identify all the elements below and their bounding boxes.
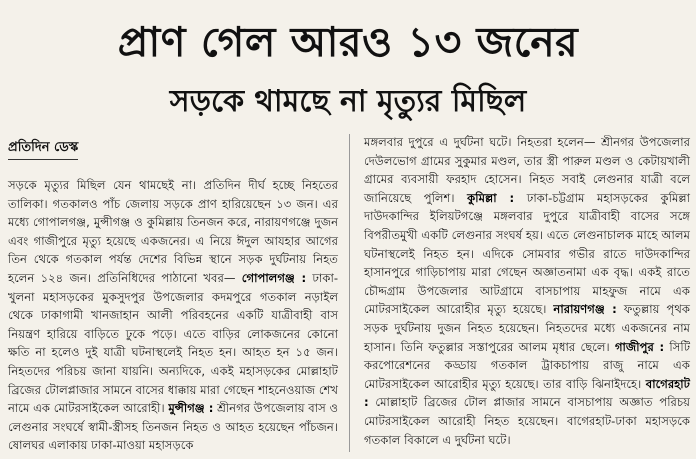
- headline: প্রাণ গেল আরও ১৩ জনের: [117, 18, 579, 66]
- column-divider: [349, 134, 350, 452]
- article-column-1: [8, 176, 338, 455]
- place-lead: কুমিল্লা :: [467, 190, 515, 205]
- subheadline: সড়কে থামছে না মৃত্যুর মিছিল: [169, 84, 527, 119]
- paragraph-text: ফতুল্লায় পৃথক সড়ক দুর্ঘটনায় দুজন নিহত হয়েছেন। নিহতদের মধ্যে একজনের নাম হাসান। তিনি ফতুল্লার সস্তাপুরের আলম মৃধার ছেলে।: [364, 302, 690, 354]
- paragraph-text: ঢাকা-চট্টগ্রাম মহাসড়কের কুমিল্লা দাউদকান্দির ইলিয়টগঞ্জে মঙ্গলবার দুপুরে যাত্রীবাহী বাসের সঙ্গে বিপরীতমুখী একটি লেগুনার সংঘর্ষ হয়। এতে লেগুনাচালক মাহে আলম ঘটনাস্থলেই নিহত হন। এদিকে সোমবার গভীর রাতে দাউদকান্দির হাসানপুরে গাড়িচাপায় মারা গেছেন অজ্ঞাতনামা এক বৃদ্ধ। একই রাতে চৌদ্দগ্রাম উপজেলার আটগ্রামে বাসচাপায় মাহফুজ নামে এক মোটরসাইকেল আরোহীর মৃত্যু হয়েছে।: [364, 190, 690, 317]
- place-lead: মুন্সীগঞ্জ :: [168, 401, 214, 416]
- article-column-2: [364, 133, 690, 449]
- paragraph-text: শ্রীনগর উপজেলায় বাস ও লেগুনার সংঘর্ষে স্বামী-স্ত্রীসহ তিনজন নিহত ও আহত হয়েছেন পাঁচজন। ষোলঘর এলাকায় ঢাকা-মাওয়া মহাসড়কে: [8, 401, 338, 453]
- paragraph: [8, 176, 338, 455]
- place-lead: গোপালগঞ্জ :: [241, 270, 307, 285]
- paragraph-text: ঢাকা-খুলনা মহাসড়কের মুকসুদপুর উপজেলার কদমপুরে গতকাল নড়াইল থেকে ঢাকাগামী খানজাহান আলী পরিবহনের একটি যাত্রীবাহী বাস নিয়ন্ত্রণ হারিয়ে বাড়িতে ঢুকে পড়ে। এতে বাড়ির লোকজনের কোনো ক্ষতি না হলেও দুই যাত্রী ঘটনাস্থলেই নিহত হন। আহত হন ১৫ জন। নিহতদের পরিচয় জানা যায়নি। অন্যদিকে, একই মহাসড়কের মোল্লাহাট ব্রিজের টোলপ্লাজার সামনে বাসের ধাক্কায় মারা গেছেন শাহনেওয়াজ শেখ নামে এক মোটরসাইকেল আরোহী।: [8, 270, 339, 416]
- paragraph-text: মঙ্গলবার দুপুরে এ দুর্ঘটনা ঘটে। নিহতরা হলেন— শ্রীনগর উপজেলার দেউলভোগ গ্রামের সুকুমার মণ্ডল, তার স্ত্রী পারুল মণ্ডল ও কেটায়খালী গ্রামের ব্যবসায়ী ফরহাদ হোসেন। নিহত সবাই লেগুনার যাত্রী বলে জানিয়েছে পুলিশ।: [364, 135, 690, 205]
- place-lead: গাজীপুর :: [614, 339, 665, 354]
- byline: প্রতিদিন ডেস্ক: [8, 140, 78, 160]
- paragraph: [364, 133, 690, 449]
- place-lead: নারায়ণগঞ্জ :: [553, 302, 617, 317]
- paragraph-text: মোল্লাহাট ব্রিজের টোল প্লাজার সামনে বাসচাপায় অজ্ঞাত পরিচয় মোটরসাইকেল আরোহী নিহত হয়েছেন। বাগেরহাট-ঢাকা মহাসড়কে গতকাল বিকালে এ দুর্ঘটনা ঘটে।: [364, 395, 690, 447]
- place-lead: বাগেরহাট :: [364, 376, 690, 410]
- paragraph-text: সড়কে মৃত্যুর মিছিল যেন থামছেই না। প্রতিদিন দীর্ঘ হচ্ছে নিহতের তালিকা। গতকালও পাঁচ জেলায় সড়কে প্রাণ হারিয়েছেন ১৩ জন। এর মধ্যে গোপালগঞ্জ, মুন্সীগঞ্জ ও কুমিল্লায় তিনজন করে, নারায়ণগঞ্জে দুজন এবং গাজীপুরে মৃত্যু হয়েছে একজনের। এ নিয়ে ঈদুল আযহার আগের তিন থেকে গতকাল পর্যন্ত দেশের বিভিন্ন স্থানে সড়ক দুর্ঘটনায় নিহত হলেন ১২৪ জন। প্রতিনিধিদের পাঠানো খবর—: [8, 178, 338, 285]
- paragraph-text: সিটি করপোরেশনের কড্ডায় গতকাল ট্রাকচাপায় রাজু নামে এক মোটরসাইকেল আরোহীর মৃত্যু হয়েছে। তার বাড়ি ঝিনাইদহে।: [364, 339, 691, 391]
